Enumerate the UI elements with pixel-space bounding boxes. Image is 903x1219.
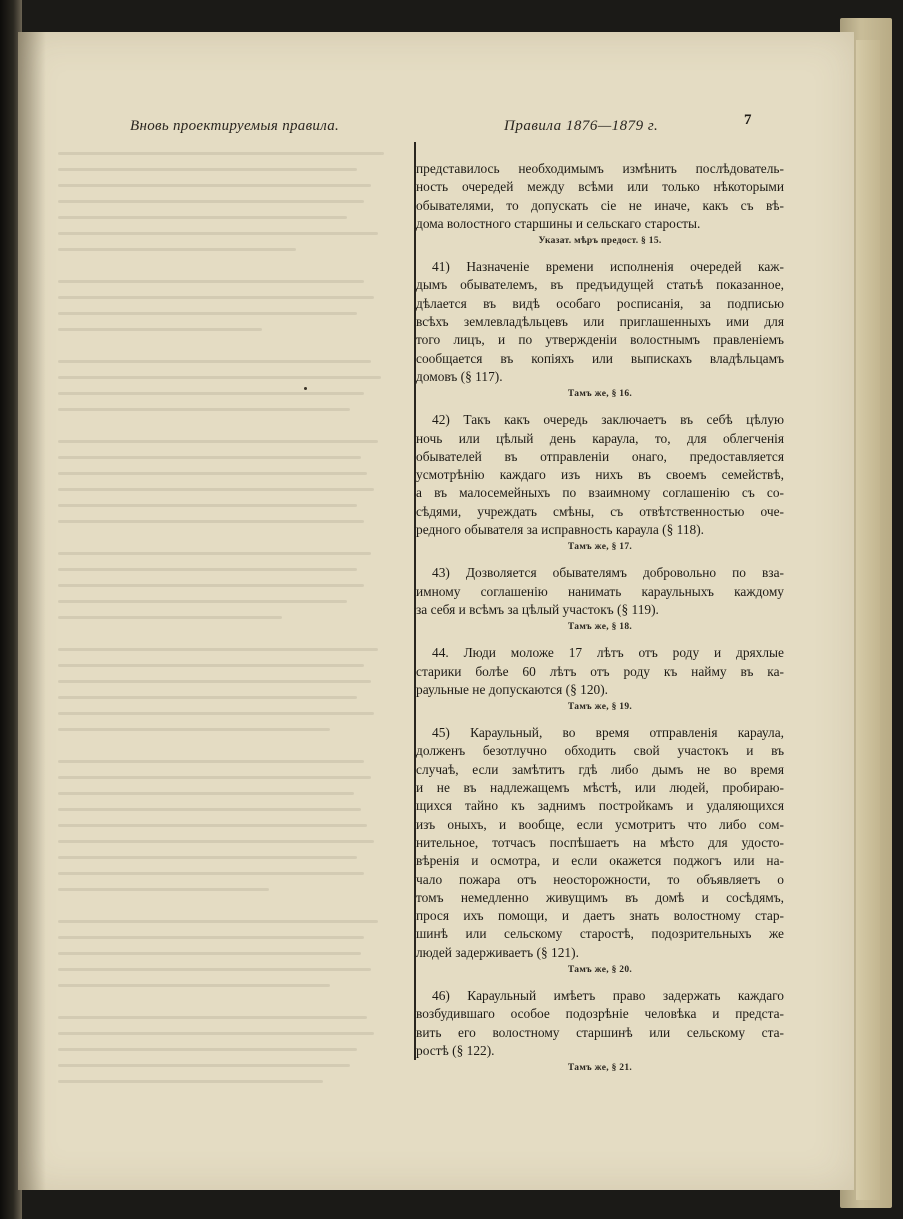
bleedthrough-line — [58, 504, 357, 507]
bleedthrough-line — [58, 376, 381, 379]
left-column-bleedthrough — [58, 152, 398, 1032]
paragraph-line: и не въ надлежащемъ мѣстѣ, или людей, пробираю- — [416, 780, 784, 796]
bleedthrough-line — [58, 920, 378, 923]
article-paragraph — [416, 258, 784, 386]
bleedthrough-line — [58, 232, 378, 235]
paragraph-line: чало пожара отъ неосторожности, то объявляетъ о — [416, 871, 784, 887]
bleedthrough-line — [58, 600, 347, 603]
source-reference: Тамъ же, § 19. — [567, 702, 633, 713]
bleedthrough-line — [58, 616, 282, 619]
paragraph-line: вѣренія и осмотра, и если окажется поджогъ или на- — [416, 853, 784, 869]
document-page — [18, 32, 854, 1190]
paragraph-line: ростѣ (§ 122). — [416, 1042, 495, 1058]
paragraph-line: а въ малосемейныхъ по взаимному соглашенію съ со- — [416, 485, 784, 501]
bleedthrough-line — [58, 712, 374, 715]
bleedthrough-line — [58, 840, 374, 843]
source-reference: Тамъ же, § 21. — [567, 1063, 633, 1074]
bleedthrough-line — [58, 248, 296, 251]
source-reference: Тамъ же, § 17. — [567, 542, 633, 553]
bleedthrough-line — [58, 280, 364, 283]
paragraph-line: 43) Дозволяется обывателямъ добровольно по вза- — [432, 565, 784, 581]
paragraph-line: ночь или цѣлый день караула, то, для облегченія — [416, 430, 784, 446]
bleedthrough-line — [58, 440, 378, 443]
paragraph-line: щихся тайно къ заднимъ постройкамъ и удаляющихся — [416, 798, 784, 814]
paragraph-line: усмотрѣнію каждаго изъ нихъ въ своемъ семействѣ, — [416, 467, 784, 483]
bleedthrough-line — [58, 152, 384, 155]
article-paragraph — [416, 644, 784, 699]
paragraph-line: за себя и всѣмъ за цѣлый участокъ (§ 119). — [416, 601, 659, 617]
bleedthrough-line — [58, 680, 371, 683]
paragraph-line: 41) Назначеніе времени исполненія очередей каж- — [432, 259, 784, 275]
bleedthrough-line — [58, 1048, 357, 1051]
bleedthrough-line — [58, 408, 350, 411]
paragraph-line: сѣдями, учреждать смѣны, съ отвѣтственностью оче- — [416, 503, 784, 519]
bleedthrough-line — [58, 1080, 323, 1083]
bleedthrough-line — [58, 552, 371, 555]
paragraph-line: томъ немедленно живущимъ въ домѣ и сосѣдямъ, — [416, 889, 784, 905]
bleedthrough-line — [58, 184, 371, 187]
paragraph-line: всѣхъ землевладѣльцевъ или приглашенныхъ ими для — [416, 314, 784, 330]
bleedthrough-line — [58, 824, 367, 827]
article-paragraph — [416, 564, 784, 619]
paragraph-line: раульные не допускаются (§ 120). — [416, 681, 609, 697]
paragraph-line: старики болѣе 60 лѣтъ отъ роду къ найму въ ка- — [416, 663, 784, 679]
paragraph-line: прося ихъ помощи, и даетъ знать волостному стар- — [416, 908, 784, 924]
paragraph-line: 45) Караульный, во время отправленія караула, — [432, 725, 784, 741]
bleedthrough-line — [58, 760, 364, 763]
paragraph-line: того лицъ, и по утвержденіи волостнымъ правленіемъ — [416, 332, 784, 348]
bleedthrough-line — [58, 952, 361, 955]
bleedthrough-line — [58, 584, 364, 587]
bleedthrough-line — [58, 456, 361, 459]
bleedthrough-line — [58, 936, 364, 939]
bleedthrough-line — [58, 696, 357, 699]
bleedthrough-line — [58, 984, 330, 987]
bleedthrough-line — [58, 216, 347, 219]
paragraph-line: редного обывателя за исправность караула (§ 118). — [416, 522, 705, 538]
right-column-text — [416, 160, 784, 1085]
bleedthrough-line — [58, 792, 354, 795]
paragraph-line: возбудившаго особое подозрѣніе человѣка и предста- — [416, 1006, 784, 1022]
bleedthrough-line — [58, 296, 374, 299]
bleedthrough-line — [58, 200, 364, 203]
paragraph-line: вить его волостному старшинѣ или сельскому ста- — [416, 1024, 784, 1040]
paragraph-line: обывателями, то допускать сіе не иначе, какъ съ вѣ- — [416, 197, 784, 213]
bleedthrough-line — [58, 520, 364, 523]
binding-shadow — [18, 32, 46, 1190]
source-reference: Тамъ же, § 20. — [567, 964, 633, 975]
bleedthrough-line — [58, 776, 371, 779]
bleedthrough-line — [58, 1032, 374, 1035]
bleedthrough-line — [58, 360, 371, 363]
bleedthrough-line — [58, 968, 371, 971]
bleedthrough-line — [58, 312, 357, 315]
paragraph-line: дѣлается въ видѣ особаго росписанія, за подписью — [416, 295, 784, 311]
left-column-header: Вновь проектируемыя правила. — [130, 118, 340, 134]
paragraph-line: домовъ (§ 117). — [416, 368, 503, 384]
paragraph-line: имному соглашенію нанимать караульныхъ каждому — [416, 583, 784, 599]
page-number: 7 — [744, 112, 752, 128]
ink-speck — [304, 387, 307, 390]
bleedthrough-line — [58, 392, 364, 395]
bleedthrough-line — [58, 872, 364, 875]
source-reference: Тамъ же, § 16. — [567, 389, 633, 400]
right-column-header: Правила 1876—1879 г. — [504, 118, 659, 134]
bleedthrough-line — [58, 664, 364, 667]
paragraph-line: долженъ безотлучно обходить свой участокъ и въ — [416, 743, 784, 759]
paragraph-line: 46) Караульный имѣетъ право задержать каждаго — [432, 987, 784, 1003]
bleedthrough-line — [58, 328, 262, 331]
article-paragraph — [416, 987, 784, 1060]
bleedthrough-line — [58, 568, 357, 571]
bleedthrough-line — [58, 648, 378, 651]
bleedthrough-line — [58, 168, 357, 171]
paragraph-line: изъ оныхъ, и вообще, если усмотритъ что либо сом- — [416, 816, 784, 832]
paragraph-line: сообщается въ копіяхъ или выпискахъ владѣльцамъ — [416, 350, 784, 366]
bleedthrough-line — [58, 488, 374, 491]
page-curl-edge — [856, 40, 880, 1200]
paragraph-line: 44. Люди моложе 17 лѣтъ отъ роду и дряхлые — [432, 645, 784, 661]
bleedthrough-line — [58, 888, 269, 891]
paragraph-line: случаѣ, если замѣтитъ гдѣ либо дымъ не во время — [416, 761, 784, 777]
paragraph-line: дома волостного старшины и сельскаго старосты. — [416, 215, 701, 231]
source-reference: Указат. мѣръ предост. § 15. — [538, 236, 662, 247]
bleedthrough-line — [58, 1064, 350, 1067]
article-paragraph — [416, 411, 784, 539]
source-reference: Тамъ же, § 18. — [567, 622, 633, 633]
paragraph-line: дымъ обывателемъ, въ предъидущей статьѣ показанное, — [416, 277, 784, 293]
article-paragraph — [416, 724, 784, 962]
paragraph-line: людей задерживаетъ (§ 121). — [416, 944, 579, 960]
paragraph-line: представилось необходимымъ измѣнить послѣдователь- — [416, 161, 784, 176]
bleedthrough-line — [58, 472, 367, 475]
paragraph-line: шинѣ или сельскому старостѣ, подозрительныхъ же — [416, 926, 784, 942]
bleedthrough-line — [58, 1016, 367, 1019]
paragraph-line: обывателей въ отправленіи онаго, предоставляется — [416, 448, 784, 464]
bleedthrough-line — [58, 808, 361, 811]
paragraph-line: нительное, тотчасъ поспѣшаетъ на мѣсто для удосто- — [416, 834, 784, 850]
paragraph-line: 42) Такъ какъ очередь заключаетъ въ себѣ цѣлую — [432, 412, 784, 428]
bleedthrough-line — [58, 856, 357, 859]
paragraph-line: ность очередей между всѣми или только нѣкоторыми — [416, 179, 784, 195]
article-paragraph — [416, 160, 784, 233]
bleedthrough-line — [58, 728, 330, 731]
